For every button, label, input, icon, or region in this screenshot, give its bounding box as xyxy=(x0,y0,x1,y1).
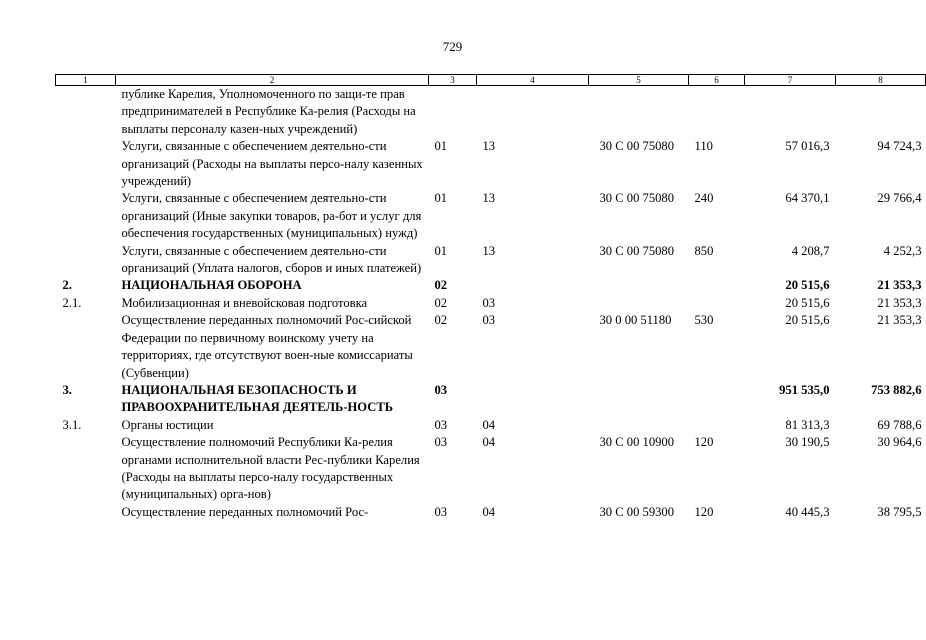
expense-name: Органы юстиции xyxy=(121,417,214,432)
target-article-code: 30 С 00 10900 xyxy=(599,435,675,450)
subsection-code xyxy=(477,86,589,139)
section-code: 02 xyxy=(434,295,448,310)
amount-year-2: 30 964,6 xyxy=(877,435,922,450)
subsection-code: 13 xyxy=(482,191,496,206)
table-row xyxy=(56,295,926,312)
section-code: 03 xyxy=(434,504,448,519)
target-article-code xyxy=(589,417,689,434)
section-code: 02 xyxy=(434,278,448,293)
expense-type-code xyxy=(689,86,745,139)
amount-year-2: 21 353,3 xyxy=(877,295,922,310)
column-number-8: 8 xyxy=(836,75,926,86)
amount-year-1: 20 515,6 xyxy=(785,313,830,328)
amount-year-2: 94 724,3 xyxy=(877,139,922,154)
column-number-4: 4 xyxy=(477,75,589,86)
row-number xyxy=(56,190,116,242)
amount-year-2: 753 882,6 xyxy=(871,382,922,397)
expense-type-code: 240 xyxy=(694,191,714,206)
amount-year-2 xyxy=(836,86,926,139)
expense-type-code: 530 xyxy=(694,313,714,328)
amount-year-1 xyxy=(745,86,836,139)
amount-year-1: 57 016,3 xyxy=(785,139,830,154)
subsection-code: 13 xyxy=(482,243,496,258)
amount-year-2: 4 252,3 xyxy=(883,243,922,258)
section-code xyxy=(429,86,477,139)
table-row xyxy=(56,417,926,434)
column-number-7: 7 xyxy=(745,75,836,86)
column-number-5: 5 xyxy=(589,75,689,86)
target-article-code xyxy=(589,382,689,417)
table-row xyxy=(56,86,926,139)
amount-year-2: 29 766,4 xyxy=(877,191,922,206)
subsection-code: 03 xyxy=(482,295,496,310)
expense-type-code: 110 xyxy=(694,139,713,154)
table-row xyxy=(56,312,926,382)
amount-year-2: 69 788,6 xyxy=(877,417,922,432)
expense-type-code: 850 xyxy=(694,243,714,258)
section-code: 03 xyxy=(434,417,448,432)
expense-name: Услуги, связанные с обеспечением деятельно-сти организаций (Уплата налогов, сборов и иных платежей) xyxy=(121,243,422,276)
expense-type-code xyxy=(689,295,745,312)
amount-year-1: 4 208,7 xyxy=(791,243,830,258)
column-number-3: 3 xyxy=(429,75,477,86)
row-number xyxy=(56,138,116,190)
row-number: 3.1. xyxy=(62,417,82,432)
expense-name: Услуги, связанные с обеспечением деятельно-сти организаций (Расходы на выплаты персо-налу казенных учреждений) xyxy=(121,139,423,189)
target-article-code: 30 С 00 59300 xyxy=(599,504,675,519)
table-row xyxy=(56,504,926,521)
expense-name: НАЦИОНАЛЬНАЯ БЕЗОПАСНОСТЬ И ПРАВООХРАНИТЕЛЬНАЯ ДЕЯТЕЛЬ-НОСТЬ xyxy=(121,382,394,415)
page-number: 729 xyxy=(442,39,463,54)
amount-year-1: 20 515,6 xyxy=(785,295,830,310)
table-row xyxy=(56,190,926,242)
section-code: 03 xyxy=(434,435,448,450)
expense-type-code xyxy=(689,277,745,294)
section-code: 02 xyxy=(434,313,448,328)
budget-table xyxy=(55,74,926,521)
subsection-code: 03 xyxy=(482,313,496,328)
table-header xyxy=(56,75,926,86)
subsection-code: 04 xyxy=(482,504,496,519)
row-number xyxy=(56,434,116,504)
expense-name: публике Карелия, Уполномоченного по защи-те прав предпринимателей в Республике Ка-релия (Расходы на выплаты персоналу казен-ных учреждений) xyxy=(121,87,416,136)
column-number-2: 2 xyxy=(116,75,429,86)
row-number: 3. xyxy=(62,382,72,397)
expense-name: Осуществление переданных полномочий Рос-сийской Федерации по первичному воинскому учету на территориях, где отсутствуют воен-ные комиссариаты (Субвенции) xyxy=(121,313,413,380)
table-row xyxy=(56,382,926,417)
target-article-code: 30 С 00 75080 xyxy=(599,139,675,154)
target-article-code xyxy=(589,295,689,312)
subsection-code xyxy=(477,277,589,294)
expense-type-code xyxy=(689,417,745,434)
row-number xyxy=(56,312,116,382)
target-article-code xyxy=(589,86,689,139)
table-row xyxy=(56,243,926,278)
subsection-code xyxy=(477,382,589,417)
column-number-6: 6 xyxy=(689,75,745,86)
expense-name: Осуществление полномочий Республики Ка-релия органами исполнительной власти Рес-публики Карелия (Расходы на выплаты персо-налу государственных (муниципальных) орга-нов) xyxy=(121,435,420,502)
amount-year-2: 21 353,3 xyxy=(877,278,922,293)
expense-type-code xyxy=(689,382,745,417)
section-code: 01 xyxy=(434,139,448,154)
amount-year-1: 64 370,1 xyxy=(785,191,830,206)
row-number: 2.1. xyxy=(62,295,82,310)
amount-year-1: 30 190,5 xyxy=(785,435,830,450)
table-body xyxy=(56,86,926,522)
amount-year-1: 951 535,0 xyxy=(779,382,830,397)
target-article-code: 30 С 00 75080 xyxy=(599,243,675,258)
column-number-1: 1 xyxy=(56,75,116,86)
table-row xyxy=(56,434,926,504)
column-numbers-row xyxy=(56,75,926,86)
expense-name: Мобилизационная и вневойсковая подготовка xyxy=(121,295,368,310)
amount-year-2: 21 353,3 xyxy=(877,313,922,328)
target-article-code xyxy=(589,277,689,294)
amount-year-2: 38 795,5 xyxy=(877,504,922,519)
expense-type-code: 120 xyxy=(694,435,714,450)
row-number xyxy=(56,504,116,521)
expense-name: Услуги, связанные с обеспечением деятельно-сти организаций (Иные закупки товаров, ра-бот и услуг для обеспечения государственных (муниципальных) нужд) xyxy=(121,191,422,241)
expense-type-code: 120 xyxy=(694,504,714,519)
section-code: 03 xyxy=(434,382,448,397)
row-number: 2. xyxy=(62,278,72,293)
expense-name: НАЦИОНАЛЬНАЯ ОБОРОНА xyxy=(121,278,302,293)
table-row xyxy=(56,138,926,190)
subsection-code: 04 xyxy=(482,435,496,450)
section-code: 01 xyxy=(434,243,448,258)
row-number xyxy=(56,86,116,139)
section-code: 01 xyxy=(434,191,448,206)
row-number xyxy=(56,243,116,278)
subsection-code: 04 xyxy=(482,417,496,432)
target-article-code: 30 С 00 75080 xyxy=(599,191,675,206)
amount-year-1: 81 313,3 xyxy=(785,417,830,432)
table-row xyxy=(56,277,926,294)
target-article-code: 30 0 00 51180 xyxy=(599,313,672,328)
subsection-code: 13 xyxy=(482,139,496,154)
amount-year-1: 40 445,3 xyxy=(785,504,830,519)
expense-name: Осуществление переданных полномочий Рос- xyxy=(121,504,369,519)
amount-year-1: 20 515,6 xyxy=(785,278,830,293)
